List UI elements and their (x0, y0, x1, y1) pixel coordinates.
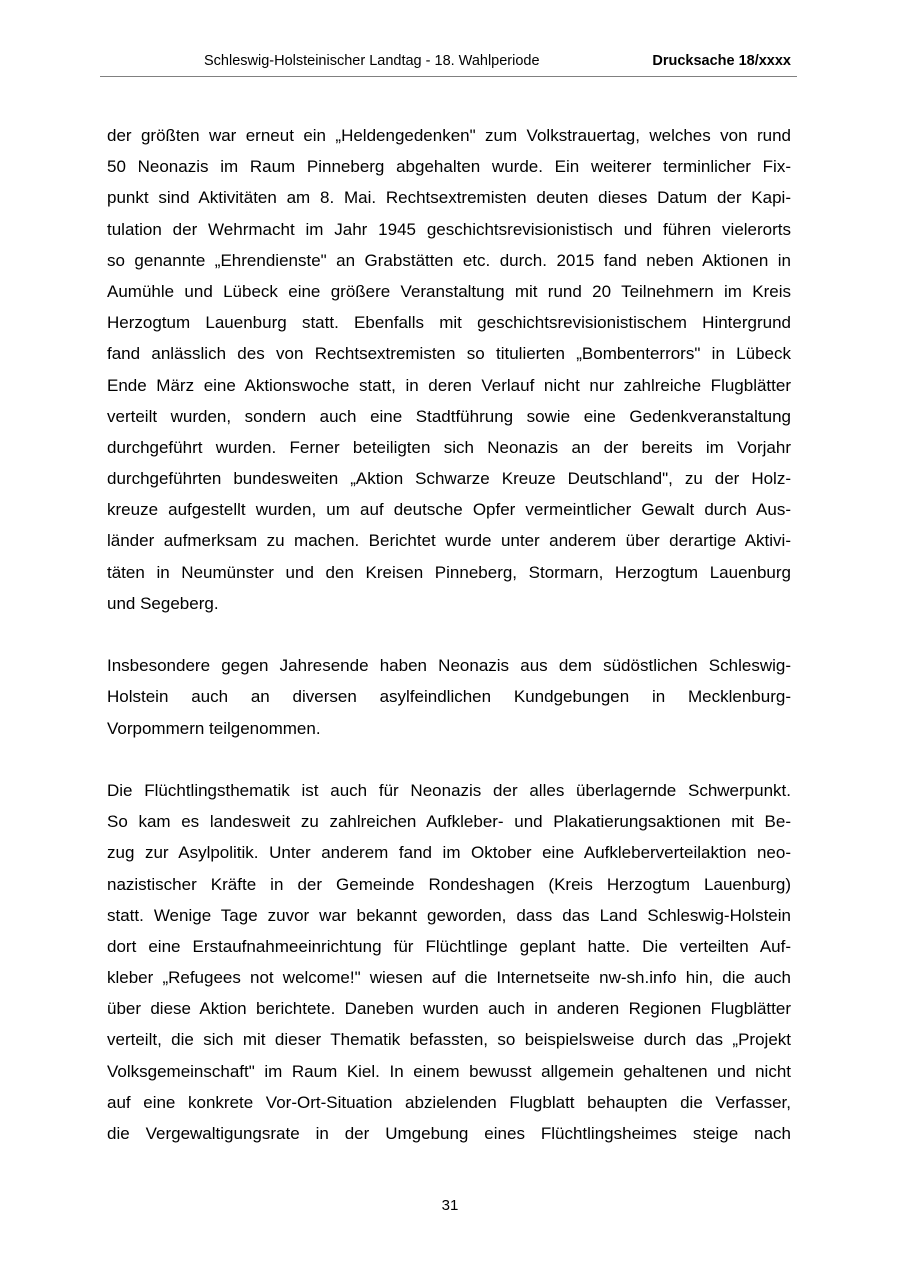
document-number: Drucksache 18/xxxx (652, 53, 791, 69)
text-line: statt. Wenige Tage zuvor war bekannt geworden, dass das Land Schleswig-Holstein (107, 905, 791, 925)
header-title: Schleswig-Holsteinischer Landtag - 18. Wahlperiode (204, 53, 540, 69)
text-line: durchgeführt wurden. Ferner beteiligten sich Neonazis an der bereits im Vorjahr (107, 437, 791, 457)
text-line: und Segeberg. (107, 593, 219, 613)
text-line: auf eine konkrete Vor-Ort-Situation abzielenden Flugblatt behaupten die Verfasser, (107, 1092, 791, 1112)
page-number: 31 (441, 1197, 459, 1214)
paragraph (107, 775, 791, 1149)
page-header (100, 52, 797, 77)
text-line: der größten war erneut ein „Heldengedenken" zum Volkstrauertag, welches von rund (107, 126, 791, 145)
text-line: punkt sind Aktivitäten am 8. Mai. Rechtsextremisten deuten dieses Datum der Kapi- (107, 188, 791, 208)
text-line: die Vergewaltigungsrate in der Umgebung eines Flüchtlingsheimes steige nach (107, 1124, 791, 1143)
text-line: fand anlässlich des von Rechtsextremisten so titulierten „Bombenterrors" in Lübeck (107, 344, 791, 364)
text-line: so genannte „Ehrendienste" an Grabstätten etc. durch. 2015 fand neben Aktionen in (107, 250, 791, 270)
text-line: Herzogtum Lauenburg statt. Ebenfalls mit geschichtsrevisionistischem Hintergrund (107, 313, 791, 333)
paragraph (107, 120, 791, 619)
body-text (107, 120, 791, 1149)
text-line: kreuze aufgestellt wurden, um auf deutsche Opfer vermeintlicher Gewalt durch Aus- (107, 500, 791, 520)
text-line: über diese Aktion berichtete. Daneben wurden auch in anderen Regionen Flugblätter (107, 999, 791, 1019)
paragraph-gap (107, 744, 791, 775)
text-line: Volksgemeinschaft" im Raum Kiel. In einem bewusst allgemein gehaltenen und nicht (107, 1061, 791, 1081)
text-line: Vorpommern teilgenommen. (107, 718, 321, 738)
paragraph-gap (107, 619, 791, 650)
text-line: zug zur Asylpolitik. Unter anderem fand im Oktober eine Aufkleberverteilaktion neo- (107, 843, 791, 863)
text-line: Aumühle und Lübeck eine größere Veranstaltung mit rund 20 Teilnehmern im Kreis (107, 281, 791, 301)
text-line: durchgeführten bundesweiten „Aktion Schwarze Kreuze Deutschland", zu der Holz- (107, 469, 791, 489)
text-line: nazistischer Kräfte in der Gemeinde Rondeshagen (Kreis Herzogtum Lauenburg) (107, 874, 791, 894)
text-line: Ende März eine Aktionswoche statt, in deren Verlauf nicht nur zahlreiche Flugblätter (107, 375, 791, 395)
text-line: Holstein auch an diversen asylfeindlichen Kundgebungen in Mecklenburg- (107, 687, 791, 707)
text-line: 50 Neonazis im Raum Pinneberg abgehalten wurde. Ein weiterer terminlicher Fix- (107, 157, 791, 177)
text-line: So kam es landesweit zu zahlreichen Aufkleber- und Plakatierungsaktionen mit Be- (107, 812, 791, 832)
text-line: verteilt, die sich mit dieser Thematik befassten, so beispielsweise durch das „Projekt (107, 1030, 791, 1050)
text-line: länder aufmerksam zu machen. Berichtet wurde unter anderem über derartige Aktivi- (107, 531, 791, 551)
text-line: Die Flüchtlingsthematik ist auch für Neonazis der alles überlagernde Schwerpunkt. (107, 780, 791, 800)
text-line: dort eine Erstaufnahmeeinrichtung für Flüchtlinge geplant hatte. Die verteilten Auf- (107, 936, 791, 956)
text-line: verteilt wurden, sondern auch eine Stadtführung sowie eine Gedenkveranstaltung (107, 406, 791, 426)
paragraph (107, 650, 791, 744)
text-line: kleber „Refugees not welcome!" wiesen auf die Internetseite nw-sh.info hin, die auch (107, 968, 791, 988)
text-line: Insbesondere gegen Jahresende haben Neonazis aus dem südöstlichen Schleswig- (107, 656, 791, 676)
text-line: tulation der Wehrmacht im Jahr 1945 geschichtsrevisionistisch und führen vielerorts (107, 219, 791, 239)
text-line: täten in Neumünster und den Kreisen Pinneberg, Stormarn, Herzogtum Lauenburg (107, 562, 791, 582)
